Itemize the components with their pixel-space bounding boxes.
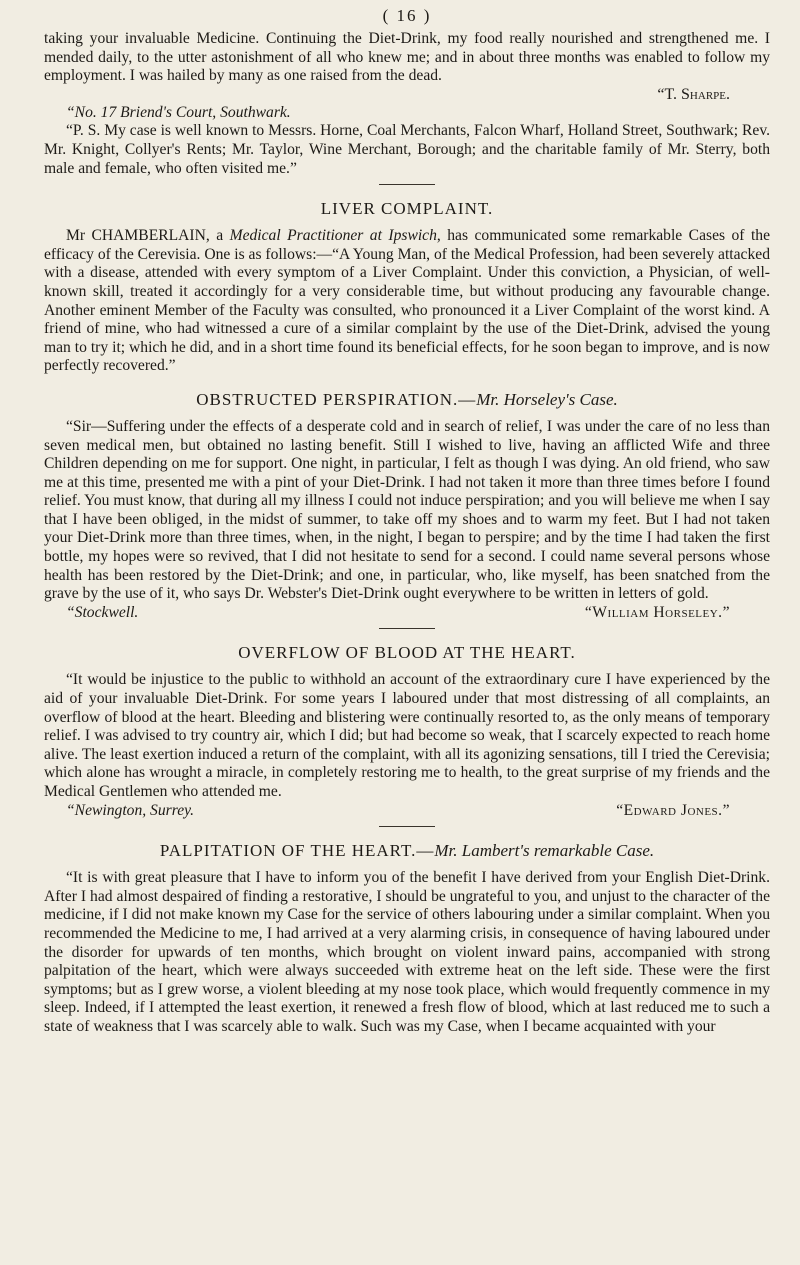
- heading-text: LIVER COMPLAINT.: [320, 199, 494, 219]
- signer: “William Horseley.”: [584, 603, 730, 621]
- section-heading-palpitation: [44, 841, 770, 861]
- signature-line-horseley: [44, 604, 770, 623]
- intro-postscript: “P. S. My case is well known to Messrs. Horne, Coal Merchants, Falcon Wharf, Holland Street, Southwark; Rev. Mr. Knight, Collyer's Rents; Mr. Taylor, Wine Merchant, Borough; and the charitable family of Mr. Sterry, both male and female, who often visited me.”: [44, 122, 770, 177]
- address: “Newington, Surrey.: [66, 801, 195, 819]
- section-body-liver: [44, 227, 770, 376]
- section-heading-liver: [44, 199, 770, 219]
- signer: “Edward Jones.”: [616, 801, 730, 819]
- intro-paragraph: taking your invaluable Medicine. Continuing the Diet-Drink, my food really nourished and strengthened me. I mended daily, to the utter astonishment of all who knew me; and in about three months was enabled to follow my employment. I was hailed by many as one raised from the dead.: [44, 30, 770, 85]
- intro-address-line: [44, 104, 770, 123]
- section-body-perspiration: “Sir—Suffering under the effects of a desperate cold and in search of relief, I was under the care of no less than seven medical men, but obtained no lasting benefit. Still I wished to live, having an afflicted Wife and three Children depending on me for support. One night, in particular, I felt as though I was dying. An old friend, who saw me at this time, presented me with a pint of your Diet-Drink. I had not taken it more than three times before I found relief. You must know, that during all my illness I could not induce perspiration; and you will believe me when I say that I have been obliged, in the midst of summer, to take off my shoes and to warm my feet. But I had not taken your Diet-Drink more than three times, when, in the night, I began to perspire; and by the time I had taken the first bottle, my hopes were so revived, that I did not hesitate to send for a second. I could name several persons whose health has been restored by the Diet-Drink; and one, in particular, who, like myself, has been snatched from the grave by the use of it, who says Dr. Webster's Diet-Drink ought everywhere to be written in letters of gold.: [44, 417, 770, 603]
- signature-line-jones: [44, 802, 770, 821]
- section-body-palpitation: “It is with great pleasure that I have to inform you of the benefit I have derived from your English Diet-Drink. After I had almost despaired of finding a restorative, I should be ungrateful to you, and unjust to the character of the medicine, if I did not make known my Case for the service of others labouring under a similar complaint. When you recommended the Medicine to me, I had arrived at a very alarming crisis, in consequence of having laboured under the disorder for upwards of ten months, which brought on violent inward pains, accompanied with strong palpitation of the heart, which were always succeeded with extreme heat on the left side. These were the first symptoms; but as I grew worse, a violent bleeding at my nose took place, which would frequently commence in my sleep. Indeed, if I attempted the least exertion, it renewed a fresh flow of blood, which at last reduced me to such a state of weakness that I was scarcely able to walk. Such was my Case, when I became acquainted with your: [44, 869, 770, 1035]
- lead-title: Medical Practitioner at Ipswich: [229, 227, 437, 245]
- section-heading-overflow: [44, 643, 770, 663]
- page-number: ( 16 ): [382, 6, 432, 25]
- heading-text: OVERFLOW OF BLOOD AT THE HEART.: [238, 643, 576, 663]
- divider: [379, 628, 435, 629]
- address: “Stockwell.: [66, 603, 139, 621]
- divider: [379, 184, 435, 185]
- divider: [379, 826, 435, 827]
- heading-tail: Mr. Lambert's remarkable Case.: [434, 841, 655, 861]
- section-heading-perspiration: [44, 390, 770, 410]
- section-body-overflow: “It would be injustice to the public to withhold an account of the extraordinary cure I have experienced by the aid of your invaluable Diet-Drink. For some years I laboured under that most distressing of all complaints, an overflow of blood at the heart. Bleeding and blistering were continually resorted to, as the only means of temporary relief. I was advised to try country air, which I did; but had become so weak, that I scarcely expected to reach home alive. The least exertion induced a return of the complaint, with all its agonizing sensations, till I tried the Cerevisia; which alone has wrought a miracle, in completely restoring me to health, to the great surprise of my friends and the Medical Gentlemen who attended me.: [44, 671, 770, 800]
- heading-text: PALPITATION OF THE HEART.—: [159, 841, 435, 861]
- intro-address: “No. 17 Briend's Court, Southwark.: [66, 103, 291, 121]
- lead-name: Mr CHAMBERLAIN, a: [66, 227, 224, 245]
- intro-signer: “T. Sharpe.: [657, 85, 730, 103]
- heading-tail: Mr. Horseley's Case.: [476, 389, 618, 409]
- body-text: , has communicated some remarkable Cases of the efficacy of the Cerevisia. One is as follows:—“A Young Man, of the Medical Profession, had been severely attacked with a disease, attended with every symptom of a Liver Complaint. Under this conviction, a Physician, of well-known skill, treated it accordingly for a very considerable time, but without producing any favourable change. Another eminent Member of the Faculty was consulted, who pronounced it a Liver Complaint of the worst kind. A friend of mine, who had witnessed a cure of a similar complaint by the use of the Diet-Drink, advised the young man to try it; which he did, and in a short time found its beneficial effects, for he soon began to improve, and is now perfectly recovered.”: [44, 227, 770, 375]
- heading-text: OBSTRUCTED PERSPIRATION.—: [196, 389, 477, 409]
